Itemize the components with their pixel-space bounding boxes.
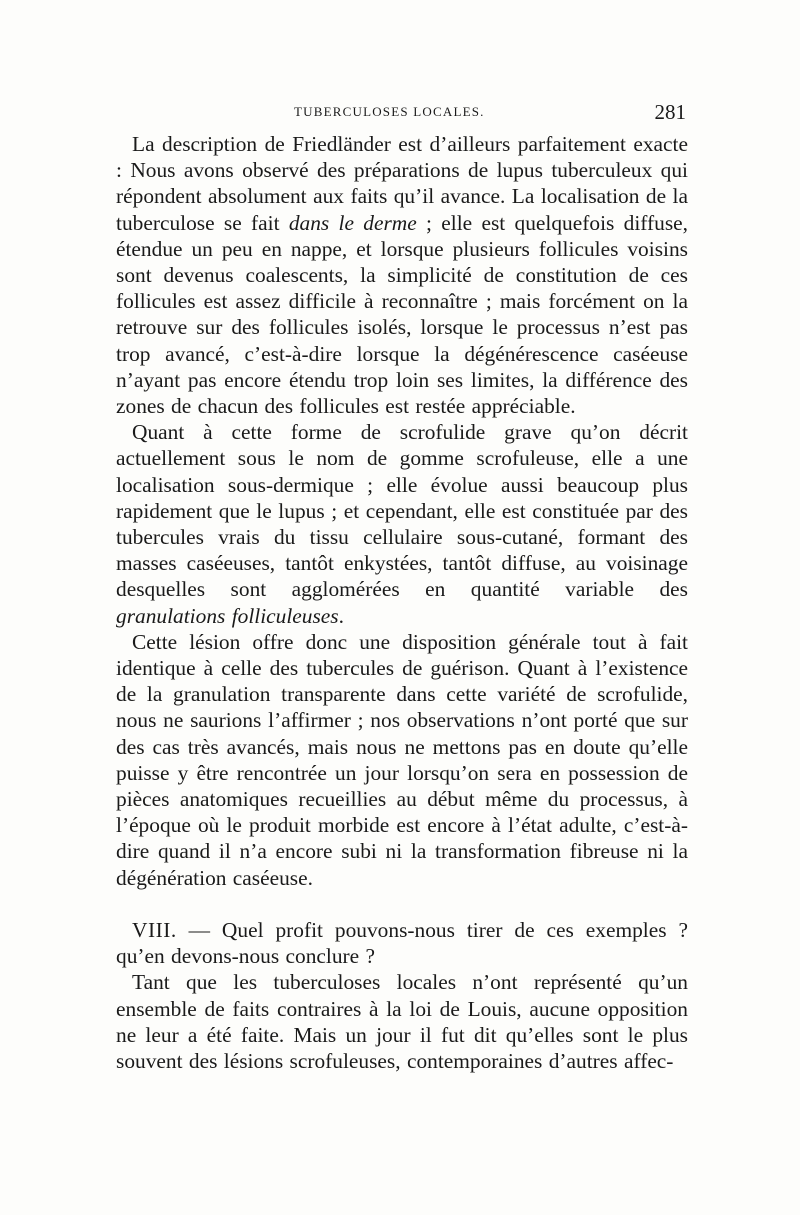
- running-head: [116, 100, 686, 126]
- running-title: TUBERCULOSES LOCALES.: [294, 104, 485, 119]
- section-heading-viii: [116, 917, 688, 969]
- paragraph-5: Tant que les tuberculoses locales n’ont représenté qu’un ensemble de faits contraires à la loi de Louis, aucune opposition ne leur a été faite. Mais un jour il fut dit qu’elles sont le plus souvent des lésions scrofuleuses, contemporaines d’autres affec-: [116, 970, 688, 1073]
- section-number: VIII.: [132, 917, 177, 942]
- page-number: 281: [654, 100, 686, 124]
- section-question: — Quel profit pouvons-nous tirer de ces exemples ? qu’en devons-nous conclure ?: [116, 917, 688, 969]
- paragraph-2-part-a: Quant à cette forme de scrofulide grave qu’on décrit actuellement sous le nom de gomme scrofuleuse, elle a une localisation sous-dermique ; elle évolue aussi beaucoup plus rapidement que le lupus ; et cependant, elle est constituée par des tubercules vrais du tissu cellulaire sous-cutané, formant des masses caséeuses, tantôt enkystées, tantôt diffuse, au voisinage desquelles sont agglomérées en quantité variable des: [116, 420, 688, 602]
- paragraph-2: [116, 419, 688, 629]
- paragraph-1: [116, 131, 688, 419]
- body-text: [116, 131, 688, 1074]
- paragraph-2-part-b: .: [338, 603, 344, 628]
- paragraph-2-italic: granulations folliculeuses: [116, 603, 339, 628]
- paragraph-1-italic: dans le derme: [288, 210, 417, 235]
- paragraph-3: Cette lésion offre donc une disposition générale tout à fait identique à celle des tubercules de guérison. Quant à l’existence de la granulation transparente dans cette variété de scrofulide, nous ne saurions l’affirmer ; nos observations n’ont porté que sur des cas très avancés, mais nous ne mettons pas en doute qu’elle puisse y être rencontrée un jour lorsqu’on sera en possession de pièces anatomiques recueillies au début même du processus, à l’époque où le produit morbide est encore à l’état adulte, c’est-à-dire quand il n’a encore subi ni la transformation fibreuse ni la dégénération caséeuse.: [116, 629, 688, 890]
- paragraph-1-part-a: La description de Friedländer est d’ailleurs parfaitement exacte : Nous avons observé des préparations de lupus tuberculeux qui répondent absolument aux faits qu’il avance. La localisation de la tuberculose se fait: [116, 132, 688, 235]
- paragraph-1-part-b: ; elle est quelquefois diffuse, étendue un peu en nappe, et lorsque plusieurs follicules voisins sont devenus coalescents, la simplicité de constitution de ces follicules est assez difficile à reconnaître ; mais forcément on la retrouve sur des follicules isolés, lorsque le processus n’est pas trop avancé, c’est-à-dire lorsque la dégénérescence caséeuse n’ayant pas encore étendu trop loin ses limites, la différence des zones de chacun des follicules est restée appréciable.: [116, 210, 688, 419]
